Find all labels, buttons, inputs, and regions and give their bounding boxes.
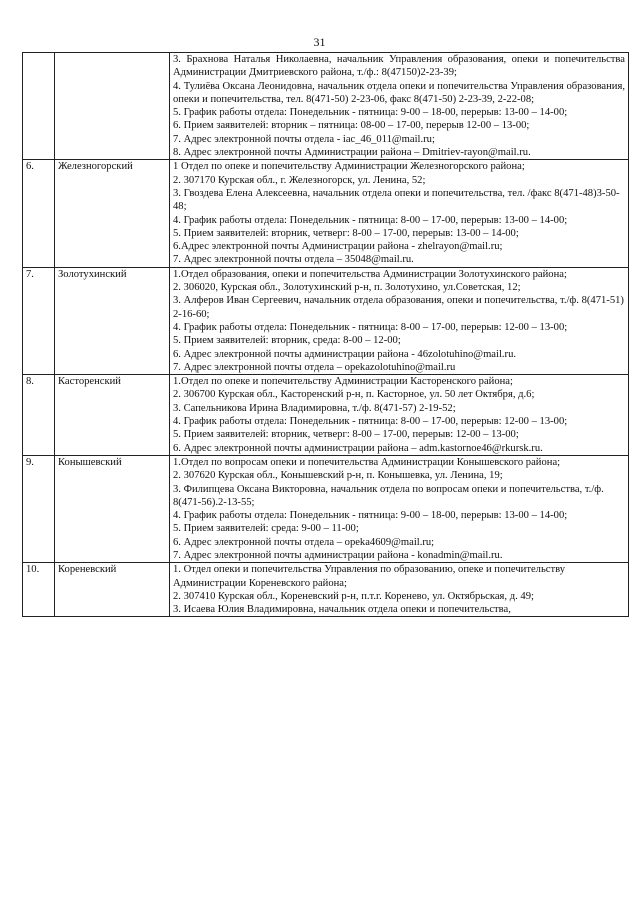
detail-line: 1.Отдел по вопросам опеки и попечительства Администрации Конышевского района; <box>173 456 561 468</box>
details-cell <box>170 375 629 456</box>
detail-line: 8. Адрес электронной почты Администрации района – Dmitriev-rayon@mail.ru. <box>173 147 531 159</box>
table-row <box>23 455 629 562</box>
row-number <box>23 53 55 160</box>
district-name: Кореневский <box>55 563 170 617</box>
table-row <box>23 53 629 160</box>
detail-line: 1. Отдел опеки и попечительства Управления по образованию, опеке и попечительству Администрации Кореневского района; <box>173 564 566 589</box>
row-number: 10. <box>23 563 55 617</box>
detail-line: 6. Адрес электронной почты администрации района - 46zolotuhino@mail.ru. <box>173 348 517 360</box>
table-row <box>23 160 629 267</box>
detail-line: 3. Алферов Иван Сергеевич, начальник отдела образования, опеки и попечительства, т./ф. 8(471-51) 2-16-60; <box>173 295 624 320</box>
detail-line: 3. Филипцева Оксана Викторовна, начальник отдела по вопросам опеки и попечительства, т./ф. 8(471-56).2-13-55; <box>173 483 604 508</box>
detail-line: 1 Отдел по опеке и попечительству Администрации Железногорского района; <box>173 161 525 173</box>
detail-line: 7. Адрес электронной почты отдела – opekazolotuhino@mail.ru <box>173 361 456 373</box>
district-name: Железногорский <box>55 160 170 267</box>
row-number: 6. <box>23 160 55 267</box>
row-number: 7. <box>23 267 55 374</box>
detail-line: 5. Прием заявителей: вторник, четверг: 8-00 – 17-00, перерыв: 13-00 – 14-00; <box>173 227 519 239</box>
detail-line: 3. Исаева Юлия Владимировна, начальник отдела опеки и попечительства, <box>173 604 511 616</box>
details-cell <box>170 267 629 374</box>
detail-line: 5. Прием заявителей: вторник, четверг: 8-00 – 17-00, перерыв: 12-00 – 13-00; <box>173 429 519 441</box>
table-row <box>23 375 629 456</box>
detail-line: 5. Прием заявителей: среда: 9-00 – 11-00; <box>173 523 359 535</box>
row-number: 8. <box>23 375 55 456</box>
details-cell <box>170 455 629 562</box>
district-name: Золотухинский <box>55 267 170 374</box>
detail-line: 6.Адрес электронной почты Администрации района - zhelrayon@mail.ru; <box>173 241 503 253</box>
table-row <box>23 267 629 374</box>
detail-line: 6. Адрес электронной почты администрации района – adm.kastornoe46@rkursk.ru. <box>173 442 543 454</box>
details-cell <box>170 53 629 160</box>
detail-line: 6. Адрес электронной почты отдела – opeka4609@mail.ru; <box>173 536 435 548</box>
district-name: Конышевский <box>55 455 170 562</box>
detail-line: 4. График работы отдела: Понедельник - пятница: 8-00 – 17-00, перерыв: 12-00 – 13-00; <box>173 416 568 428</box>
detail-line: 3. Брахнова Наталья Николаевна, начальник Управления образования, опеки и попечительства Администрации Дмитриевского района, т./ф.: 8(47150)2-23-39; <box>173 54 625 79</box>
details-cell <box>170 563 629 617</box>
page-number: 31 <box>313 35 326 49</box>
detail-line: 2. 307170 Курская обл., г. Железногорск, ул. Ленина, 52; <box>173 174 426 186</box>
contacts-table <box>22 52 629 617</box>
district-name: Касторенский <box>55 375 170 456</box>
district-name <box>55 53 170 160</box>
detail-line: 3. Гвоздева Елена Алексеевна, начальник отдела опеки и попечительства, тел. /факс 8(471-48)3-50-48; <box>173 187 620 213</box>
detail-line: 4. График работы отдела: Понедельник - пятница: 8-00 – 17-00, перерыв: 13-00 – 14-00; <box>173 214 568 226</box>
detail-line: 2. 307620 Курская обл., Конышевский р-н, п. Конышевка, ул. Ленина, 19; <box>173 470 503 482</box>
detail-line: 4. Тулиёва Оксана Леонидовна, начальник отдела опеки и попечительства Управления образования, опеки и попечительства, тел. 8(471-50) 2-23-06, факс 8(471-50) 2-23-39, 2-22-08; <box>173 80 625 105</box>
detail-line: 7. Адрес электронной почты администрации района - konadmin@mail.ru. <box>173 549 503 561</box>
detail-line: 5. График работы отдела: Понедельник - пятница: 9-00 – 18-00, перерыв: 13-00 – 14-00; <box>173 107 568 119</box>
row-number: 9. <box>23 455 55 562</box>
detail-line: 4. График работы отдела: Понедельник - пятница: 8-00 – 17-00, перерыв: 12-00 – 13-00; <box>173 321 568 333</box>
detail-line: 7. Адрес электронной почты отдела - iac_46_011@mail.ru; <box>173 133 435 145</box>
detail-line: 1.Отдел по опеке и попечительству Администрации Касторенского района; <box>173 376 513 388</box>
detail-line: 2. 307410 Курская обл., Кореневский р-н, п.т.г. Коренево, ул. Октябрьская, д. 49; <box>173 590 534 602</box>
detail-line: 3. Сапельникова Ирина Владимировна, т./ф. 8(471-57) 2-19-52; <box>173 402 456 414</box>
detail-line: 7. Адрес электронной почты отдела – 35048@mail.ru. <box>173 254 414 266</box>
detail-line: 1.Отдел образования, опеки и попечительства Администрации Золотухинского района; <box>173 268 567 280</box>
table-row <box>23 563 629 617</box>
detail-line: 5. Прием заявителей: вторник, среда: 8-00 – 12-00; <box>173 335 401 347</box>
detail-line: 6. Прием заявителей: вторник – пятница: 08-00 – 17-00, перерыв 12-00 – 13-00; <box>173 120 530 132</box>
detail-line: 2. 306020, Курская обл., Золотухинский р-н, п. Золотухино, ул.Советская, 12; <box>173 282 521 294</box>
details-cell <box>170 160 629 267</box>
detail-line: 4. График работы отдела: Понедельник - пятница: 9-00 – 18-00, перерыв: 13-00 – 14-00; <box>173 510 568 522</box>
detail-line: 2. 306700 Курская обл., Касторенский р-н, п. Касторное, ул. 50 лет Октября, д.6; <box>173 389 535 401</box>
